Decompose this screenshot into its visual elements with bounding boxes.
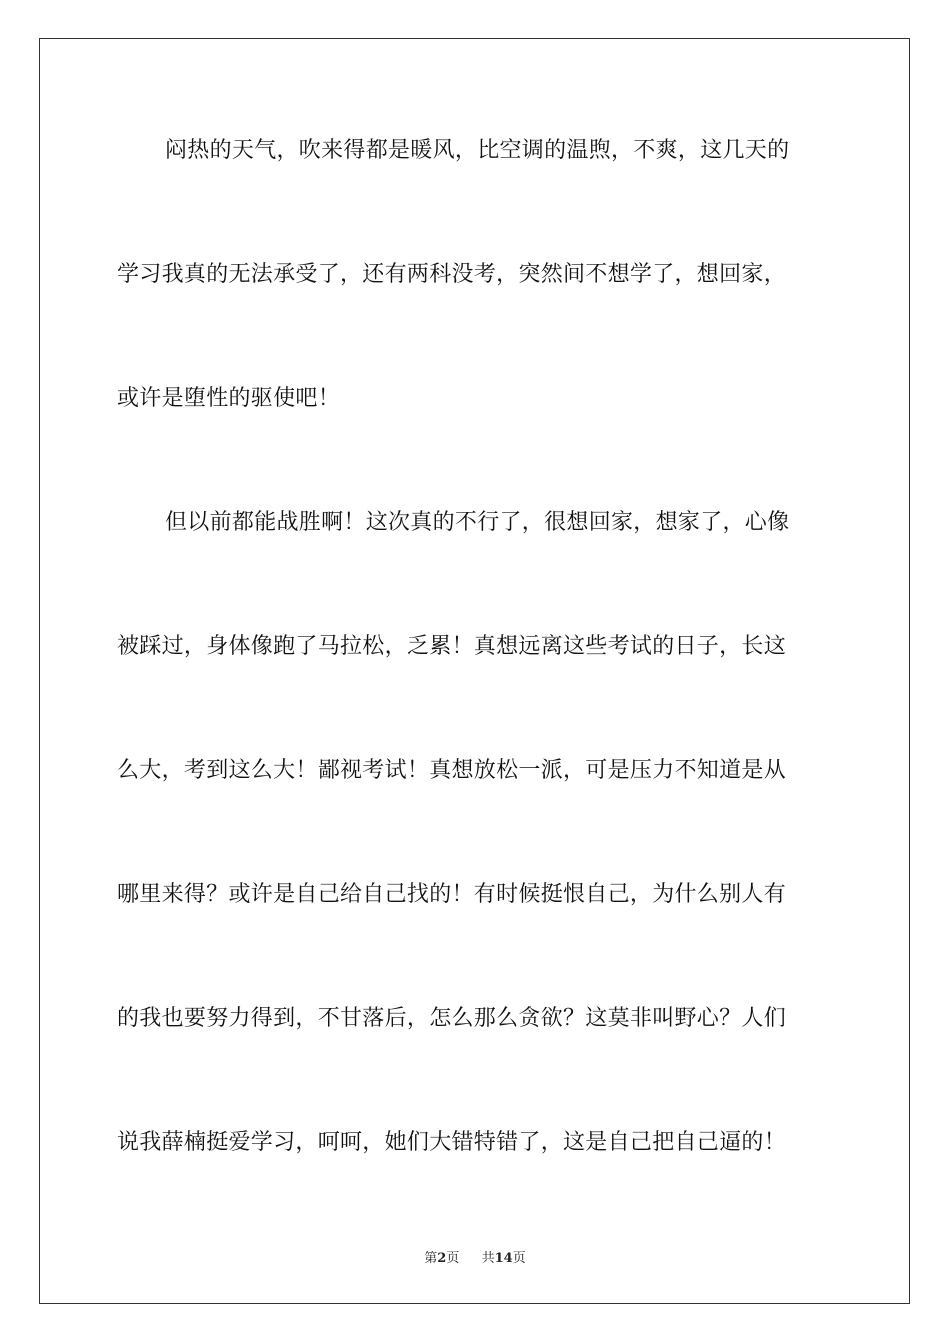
paragraph-1-line-1: 闷热的天气，吹来得都是暖风，比空调的温煦，不爽，这几天的 (165, 138, 790, 163)
total-prefix: 共 (481, 1251, 495, 1266)
total-suffix: 页 (512, 1251, 526, 1266)
page-footer (0, 1247, 950, 1266)
page-suffix: 页 (446, 1251, 460, 1266)
paragraph-2-line-1: 但以前都能战胜啊！这次真的不行了，很想回家，想家了，心像 (165, 510, 790, 535)
paragraph-2-line-2: 被踩过，身体像跑了马拉松，乏累！真想远离这些考试的日子，长这 (117, 634, 787, 659)
paragraph-1-line-2: 学习我真的无法承受了，还有两科没考，突然间不想学了，想回家， (117, 262, 787, 287)
paragraph-2-line-5: 的我也要努力得到，不甘落后，怎么那么贪欲？这莫非叫野心？人们 (117, 1006, 787, 1031)
paragraph-1-line-3: 或许是堕性的驱使吧！ (117, 386, 341, 411)
page-prefix: 第 (424, 1251, 438, 1266)
paragraph-2-line-4: 哪里来得？或许是自己给自己找的！有时候挺恨自己，为什么别人有 (117, 882, 787, 907)
paragraph-2-line-3: 么大，考到这么大！鄙视考试！真想放松一派，可是压力不知道是从 (117, 758, 787, 783)
paragraph-2-line-6: 说我薛楠挺爱学习，呵呵，她们大错特错了，这是自己把自己逼的！ (117, 1130, 787, 1155)
page-border (39, 38, 910, 1304)
page-number: 2 (437, 1251, 447, 1266)
total-pages: 14 (494, 1251, 513, 1266)
